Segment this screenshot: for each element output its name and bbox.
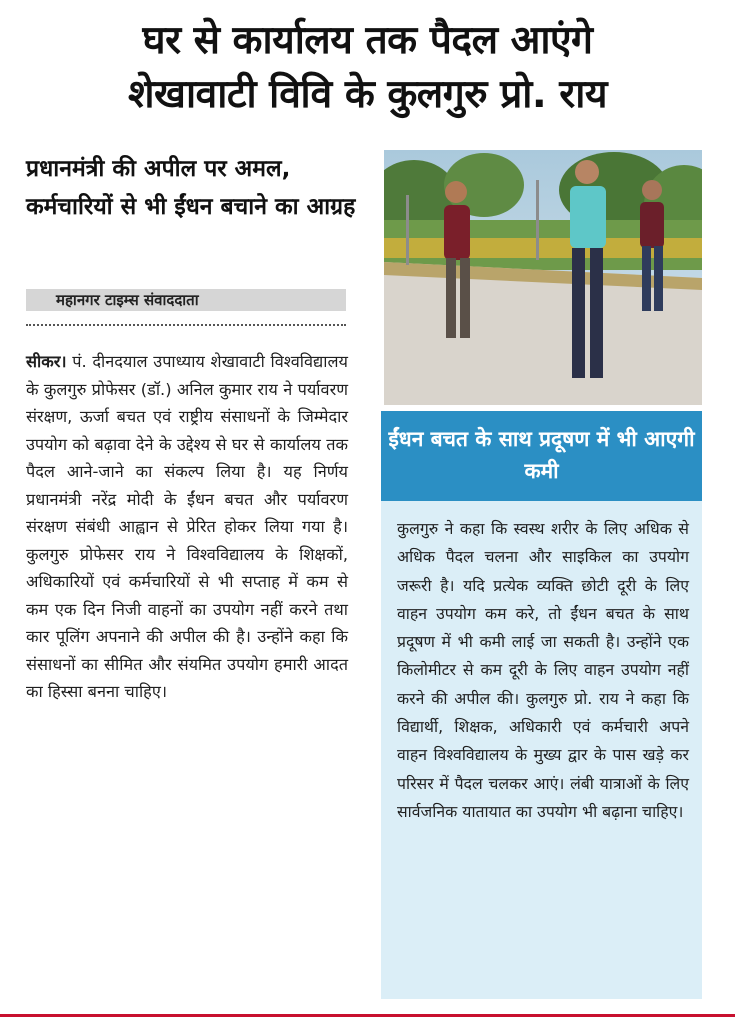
sidebar-body: कुलगुरु ने कहा कि स्वस्थ शरीर के लिए अधिक से अधिक पैदल चलना और साइकिल का उपयोग जरूरी है। यदि प्रत्येक व्यक्ति छोटी दूरी के लिए वाहन उपयोग कम करे, तो ईंधन बचत के साथ प्रदूषण में भी कमी लाई जा सकती है। उन्होंने एक किलोमीटर से कम दूरी के लिए वाहन उपयोग नहीं करने की अपील की। कुलगुरु प्रो. राय ने कहा कि विद्यार्थी, शिक्षक, अधिकारी एवं कर्मचारी अपने वाहन विश्वविद्यालय के मुख्य द्वार के पास खड़े कर परिसर में पैदल चलकर आएं। लंबी यात्राओं के लिए सार्वजनिक यातायात का उपयोग भी बढ़ाना चाहिए। <box>381 501 702 999</box>
bottom-rule <box>0 1014 735 1017</box>
subheadline: प्रधानमंत्री की अपील पर अमल, कर्मचारियों से भी ईंधन बचाने का आग्रह <box>26 156 356 220</box>
byline: महानगर टाइम्स संवाददाता <box>26 289 346 311</box>
headline-line-1: घर से कार्यालय तक पैदल आएंगे <box>142 18 593 63</box>
article-body <box>26 348 348 706</box>
dotted-divider <box>26 324 346 326</box>
walking-officials-photo <box>384 150 702 405</box>
dateline: सीकर। <box>26 352 67 371</box>
article-text: पं. दीनदयाल उपाध्याय शेखावाटी विश्वविद्यालय के कुलगुरु प्रोफेसर (डॉ.) अनिल कुमार राय ने पर्यावरण संरक्षण, ऊर्जा बचत एवं राष्ट्रीय संसाधनों के जिम्मेदार उपयोग को बढ़ावा देने के उद्देश्य से घर से कार्यालय तक पैदल आने-जाने का संकल्प लिया है। यह निर्णय प्रधानमंत्री नरेंद्र मोदी के ईंधन बचत और पर्यावरण संरक्षण संबंधी आह्वान से प्रेरित होकर लिया गया है। कुलगुरु प्रोफेसर राय ने विश्वविद्यालय के शिक्षकों, अधिकारियों एवं कर्मचारियों से भी सप्ताह में कम से कम एक दिन निजी वाहनों का उपयोग नहीं करने तथा कार पूलिंग अपनाने की अपील की है। उन्होंने कहा कि संसाधनों का सीमित और संयमित उपयोग हमारी आदत का हिस्सा बनना चाहिए। <box>26 352 348 701</box>
headline-line-2: शेखावाटी विवि के कुलगुरु प्रो. राय <box>128 72 607 117</box>
sidebar-title: ईंधन बचत के साथ प्रदूषण में भी आएगी कमी <box>381 411 702 501</box>
news-photo <box>384 150 702 405</box>
headline <box>0 14 735 122</box>
